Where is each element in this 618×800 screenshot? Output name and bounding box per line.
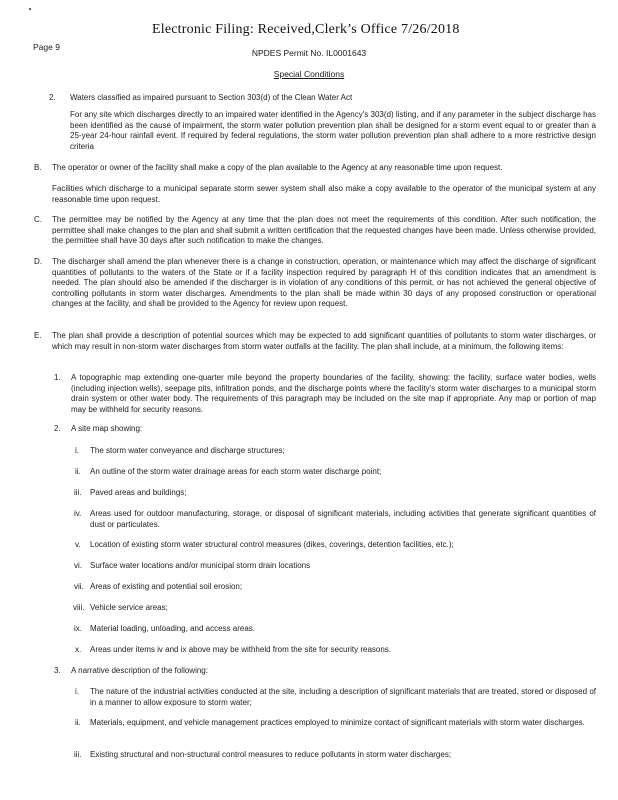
narrative-item-text: The nature of the industrial activities conducted at the site, including a description of significant materials that are treated, stored or disposed of in a manner to allow exposure to storm water; (90, 687, 596, 707)
item-2-number: 2. (49, 93, 56, 102)
site-map-item-text: Surface water locations and/or municipal storm drain locations (90, 561, 311, 570)
item-2-heading: Waters classified as impaired pursuant to Section 303(d) of the Clean Water Act (70, 93, 353, 102)
narrative-item-text: Existing structural and non-structural control measures to reduce pollutants in storm water discharges; (90, 750, 452, 759)
site-map-item-number: iii. (74, 488, 82, 497)
site-map-item-number: vii. (74, 582, 84, 591)
narrative-item-number: iii. (74, 750, 82, 759)
narrative-item-text: Materials, equipment, and vehicle management practices employed to minimize contact of significant materials with storm water discharges. (90, 718, 585, 727)
e-item-3-heading: A narrative description of the following: (71, 666, 208, 675)
e-item-1-number: 1. (54, 373, 61, 382)
site-map-item-number: vi. (74, 561, 82, 570)
site-map-item-number: x. (75, 645, 82, 654)
site-map-item-text: Areas under items iv and ix above may be withheld from the site for security reasons. (90, 645, 392, 654)
e-item-1-text: A topographic map extending one-quarter mile beyond the property boundaries of the facility, showing: the facility, surface water bodies, wells (including injection wells), seepage pits, infiltration ponds, and the discharge points where the facility's storm water discharges to a municipal storm drain system or other water body. The requirements of this paragraph may be included on the site map if appropriate. Any map or portion of map may be withheld for security reasons. (71, 373, 596, 414)
e-item-3-number: 3. (54, 666, 61, 675)
section-e-text: The plan shall provide a description of potential sources which may be expected to add significant quantities of pollutants to storm water discharges, or which may result in non-storm water discharges from storm water outfalls at the facility. The plan shall include, at a minimum, the following items: (52, 331, 596, 351)
section-e-letter: E. (34, 331, 42, 340)
site-map-item-text: Location of existing storm water structural control measures (dikes, coverings, detention facilities, etc.); (90, 540, 454, 549)
site-map-item-text: Areas used for outdoor manufacturing, storage, or disposal of significant materials, including activities that generate significant quantities of dust or particulates. (90, 509, 596, 529)
section-d-text: The discharger shall amend the plan whenever there is a change in construction, operation, or maintenance which may affect the discharge of significant quantities of pollutants to the waters of the State or if a facility inspection required by paragraph H of this condition indicates that an amendment is needed. The plan should also be amended if the discharger is in violation of any conditions of this permit, or has not achieved the general objective of controlling pollutants in storm water discharges. Amendments to the plan shall be made within 30 days of any proposed construction or operational changes at the facility, and shall be provided to the Agency for review upon request. (52, 257, 596, 309)
section-b-text-2: Facilities which discharge to a municipal separate storm sewer system shall also make a copy available to the operator of the municipal system at any reasonable time upon request. (52, 184, 596, 204)
section-c-letter: C. (34, 215, 42, 224)
scan-speck (29, 8, 31, 10)
site-map-item-text: Vehicle service areas; (90, 603, 168, 612)
site-map-item-text: Areas of existing and potential soil erosion; (90, 582, 243, 591)
section-b-letter: B. (34, 163, 42, 172)
e-item-2-heading: A site map showing: (71, 424, 143, 433)
page-number: Page 9 (33, 42, 60, 52)
item-2-body: For any site which discharges directly to an impaired water identified in the Agency's 303(d) listing, and if any parameter in the subject discharge has been identified as the cause of impairment, the storm water pollution prevention plan shall be designed for a storm event equal to or greater than a 25-year 24-hour rainfall event. If required by federal regulations, the storm water pollution prevention plan shall adhere to a more restrictive design criteria (70, 110, 596, 151)
site-map-item-text: Material loading, unloading, and access areas. (90, 624, 255, 633)
filing-stamp: Electronic Filing: Received,Clerk’s Office 7/26/2018 (152, 22, 460, 37)
section-c-text: The permittee may be notified by the Agency at any time that the plan does not meet the requirements of this condition. After such notification, the permittee shall make changes to the plan and shall submit a written certification that the requested changes have been made. Unless otherwise provided, the permittee shall have 30 days after such notification to make the changes. (52, 215, 596, 246)
site-map-item-number: v. (75, 540, 81, 549)
narrative-item-number: ii. (75, 718, 81, 727)
e-item-2-number: 2. (54, 424, 61, 433)
site-map-item-number: viii. (73, 603, 85, 612)
section-title: Special Conditions (273, 69, 345, 79)
site-map-item-number: ix. (74, 624, 82, 633)
site-map-item-text: An outline of the storm water drainage areas for each storm water discharge point; (90, 467, 382, 476)
site-map-item-number: iv. (74, 509, 82, 518)
section-b-text-1: The operator or owner of the facility shall make a copy of the plan available to the Agency at any reasonable time upon request. (52, 163, 503, 172)
narrative-item-number: i. (75, 687, 79, 696)
site-map-item-text: The storm water conveyance and discharge structures; (90, 446, 285, 455)
site-map-item-text: Paved areas and buildings; (90, 488, 187, 497)
section-d-letter: D. (34, 257, 42, 266)
permit-number: NPDES Permit No. IL0001643 (251, 48, 367, 58)
site-map-item-number: ii. (75, 467, 81, 476)
site-map-item-number: i. (75, 446, 79, 455)
